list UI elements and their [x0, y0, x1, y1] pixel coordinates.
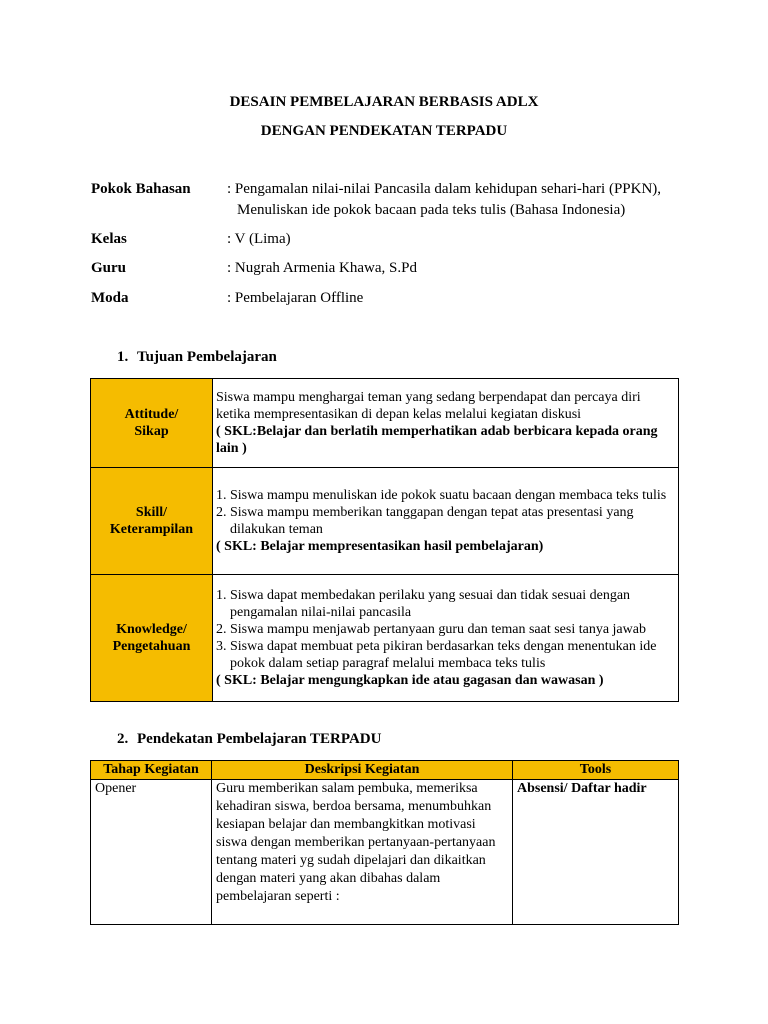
objective-row-attitude: [91, 379, 679, 468]
category-knowledge: [91, 575, 213, 702]
skl-text: ( SKL: Belajar mengungkapkan ide atau gagasan dan wawasan ): [216, 673, 604, 688]
objective-item: 3. Siswa dapat membuat peta pikiran berdasarkan teks dengan menentukan ide pokok dalam setiap paragraf melalui membaca teks tulis: [216, 639, 657, 671]
pokok-bahasan-value-line2: Menuliskan ide pokok bacaan pada teks tulis (Bahasa Indonesia): [237, 202, 626, 218]
moda-value: : Pembelajaran Offline: [227, 290, 364, 306]
activity-header-row: [91, 761, 679, 780]
objective-item: 1. Siswa dapat membedakan perilaku yang sesuai dan tidak sesuai dengan pengamalan nilai-nilai pancasila: [216, 588, 631, 620]
activity-table: [90, 760, 679, 925]
category-label: Sikap: [134, 424, 169, 439]
category-label: Pengetahuan: [112, 639, 191, 654]
section-number: 2.: [117, 731, 129, 747]
category-label: Attitude/: [124, 407, 179, 422]
document-title-line1: DESAIN PEMBELAJARAN BERBASIS ADLX: [229, 94, 539, 110]
objective-row-knowledge: [91, 575, 679, 702]
column-header-tools: Tools: [513, 761, 679, 780]
kelas-value: : V (Lima): [227, 231, 291, 247]
moda-label: Moda: [91, 290, 129, 306]
skl-text: ( SKL: Belajar mempresentasikan hasil pembelajaran): [216, 539, 544, 554]
objective-item: 1. Siswa mampu menuliskan ide pokok suatu bacaan dengan membaca teks tulis: [216, 488, 667, 503]
objective-text-knowledge: [213, 575, 679, 702]
objective-item: 2. Siswa mampu memberikan tanggapan dengan tepat atas presentasi yang dilakukan teman: [216, 505, 634, 537]
category-label: Keterampilan: [109, 522, 194, 537]
table-row: [91, 780, 679, 925]
section-number: 1.: [117, 349, 129, 365]
category-skill: [91, 468, 213, 575]
objective-row-skill: [91, 468, 679, 575]
objective-item: 2. Siswa mampu menjawab pertanyaan guru dan teman saat sesi tanya jawab: [216, 622, 646, 637]
section-tujuan-heading: [117, 349, 277, 366]
cell-tahap: Opener: [91, 780, 212, 925]
kelas-label: Kelas: [91, 231, 127, 247]
section-title: Tujuan Pembelajaran: [137, 349, 277, 365]
column-header-deskripsi: Deskripsi Kegiatan: [212, 761, 513, 780]
guru-label: Guru: [91, 260, 127, 276]
objective-text: Siswa mampu menghargai teman yang sedang berpendapat dan percaya diri ketika mempresentasikan di depan kelas melalui kegiatan diskusi: [216, 390, 641, 422]
skl-text: ( SKL:Belajar dan berlatih memperhatikan adab berbicara kepada orang lain ): [216, 424, 658, 456]
pokok-bahasan-label: Pokok Bahasan: [91, 181, 191, 197]
category-attitude: [91, 379, 213, 468]
cell-deskripsi: Guru memberikan salam pembuka, memeriksa kehadiran siswa, berdoa bersama, menumbuhkan kesiapan belajar dan membangkitkan motivasi siswa dengan memberikan pertanyaan-pertanyaan tentang materi yg sudah dipelajari dan dikaitkan dengan materi yang akan dibahas dalam pembelajaran seperti :: [212, 780, 513, 925]
pokok-bahasan-value-line1: : Pengamalan nilai-nilai Pancasila dalam kehidupan sehari-hari (PPKN),: [227, 181, 662, 197]
section-title: Pendekatan Pembelajaran TERPADU: [137, 731, 382, 747]
objective-text-attitude: [213, 379, 679, 468]
guru-value: : Nugrah Armenia Khawa, S.Pd: [227, 260, 417, 276]
category-label: Skill/: [135, 505, 168, 520]
objective-text-skill: [213, 468, 679, 575]
column-header-tahap: Tahap Kegiatan: [91, 761, 212, 780]
document-title-line2: DENGAN PENDEKATAN TERPADU: [260, 123, 508, 139]
category-label: Knowledge/: [116, 622, 187, 637]
cell-tools: Absensi/ Daftar hadir: [513, 780, 679, 925]
objectives-table: [90, 378, 679, 702]
section-pendekatan-heading: [117, 731, 381, 748]
